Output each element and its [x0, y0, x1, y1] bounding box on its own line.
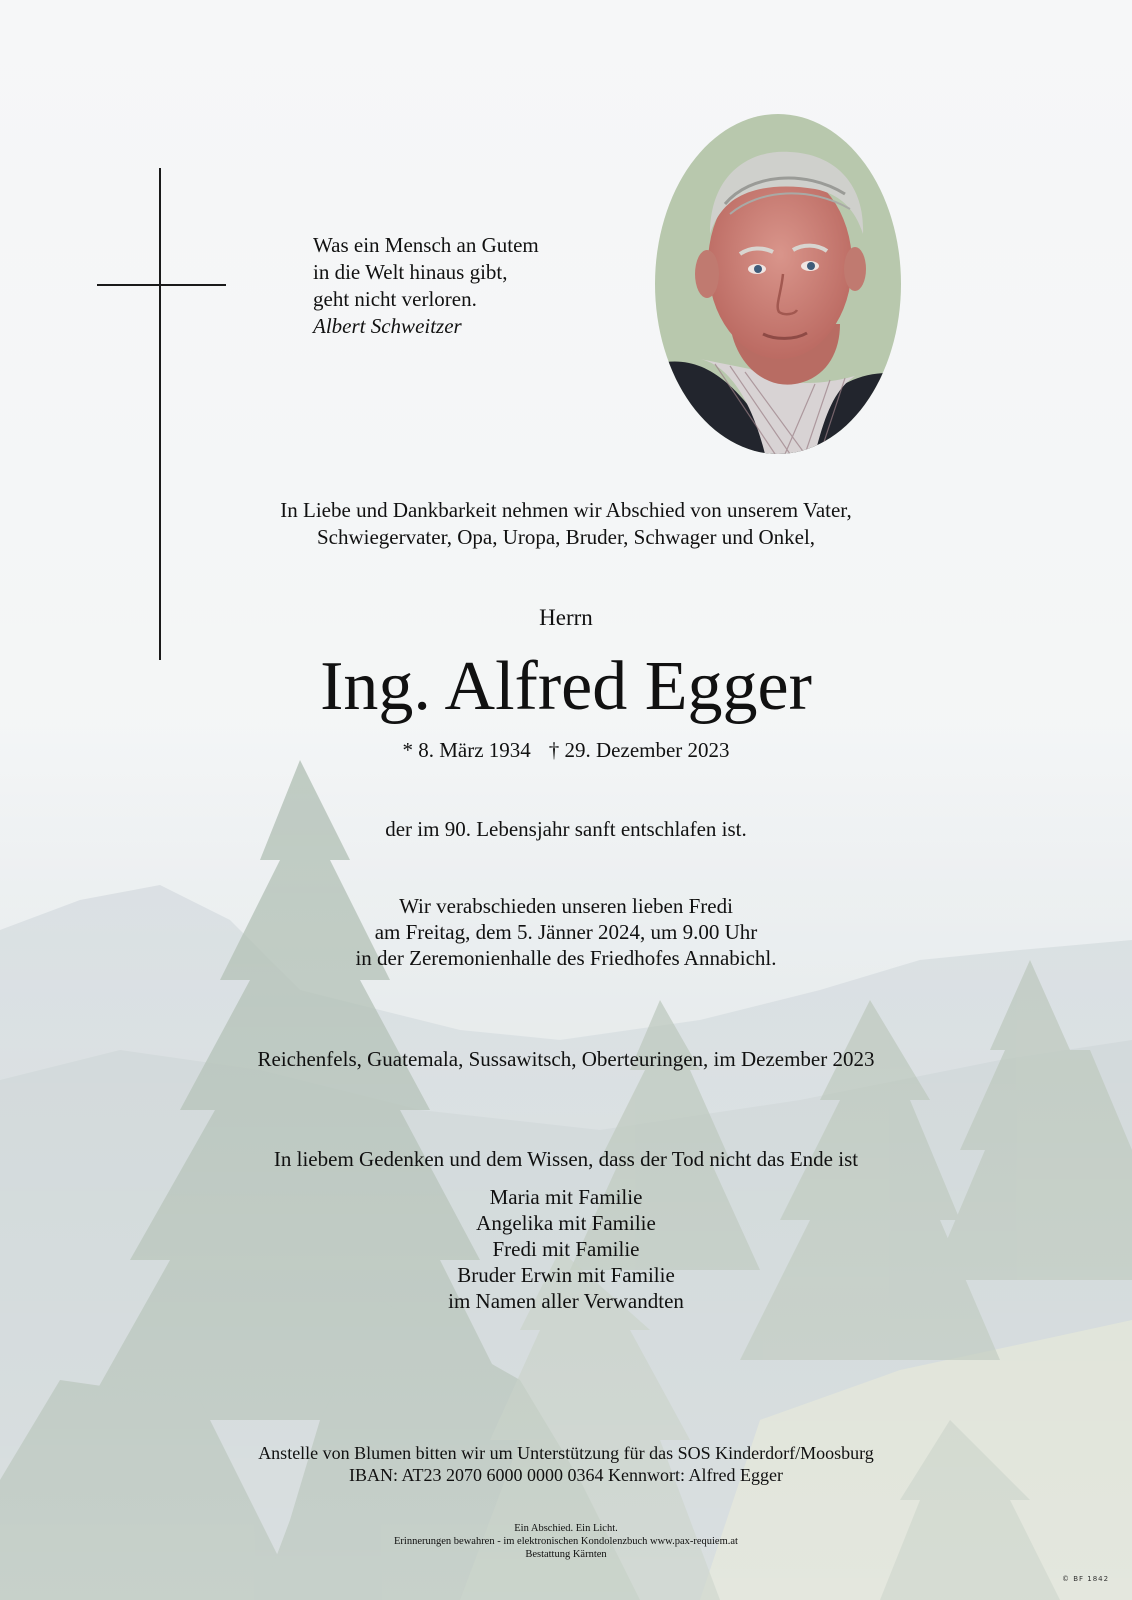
corner-mark: © BF 1842	[1062, 1575, 1110, 1583]
age-line: der im 90. Lebensjahr sanft entschlafen ist.	[385, 817, 747, 841]
footer-note	[0, 1522, 1132, 1561]
farewell-line: Wir verabschieden unseren lieben Fredi	[399, 894, 733, 918]
memorial-quote	[313, 232, 539, 340]
family-member: im Namen aller Verwandten	[448, 1289, 684, 1313]
intro-line: Schwiegervater, Opa, Uropa, Bruder, Schwager und Onkel,	[316, 525, 816, 549]
footer-line: Erinnerungen bewahren - im elektronischen Kondolenzbuch www.pax-requiem.at	[394, 1536, 738, 1547]
cross-vertical-bar	[159, 168, 161, 660]
deceased-name: Ing. Alfred Egger	[320, 648, 812, 725]
life-dates	[0, 737, 1132, 763]
portrait-photo	[655, 114, 901, 454]
footer-line: Ein Abschied. Ein Licht.	[514, 1523, 618, 1534]
donation-note	[0, 1442, 1132, 1486]
quote-line: Was ein Mensch an Gutem	[313, 233, 539, 257]
family-list	[0, 1184, 1132, 1314]
footer-line: Bestattung Kärnten	[525, 1549, 607, 1560]
donation-line: Anstelle von Blumen bitten wir um Unterstützung für das SOS Kinderdorf/Moosburg	[258, 1443, 874, 1463]
cross-horizontal-bar	[97, 284, 226, 286]
farewell-line: am Freitag, dem 5. Jänner 2024, um 9.00 Uhr	[374, 920, 758, 944]
family-member: Fredi mit Familie	[492, 1237, 640, 1261]
gedenken-line: In liebem Gedenken und dem Wissen, dass der Tod nicht das Ende ist	[273, 1147, 859, 1171]
farewell-details	[0, 893, 1132, 971]
family-member: Angelika mit Familie	[476, 1211, 656, 1235]
quote-line: geht nicht verloren.	[313, 287, 477, 311]
quote-author: Albert Schweitzer	[313, 314, 462, 338]
quote-line: in die Welt hinaus gibt,	[313, 260, 508, 284]
intro-line: In Liebe und Dankbarkeit nehmen wir Abschied von unserem Vater,	[280, 498, 852, 522]
places-and-date: Reichenfels, Guatemala, Sussawitsch, Oberteuringen, im Dezember 2023	[257, 1047, 875, 1071]
farewell-line: in der Zeremonienhalle des Friedhofes Annabichl.	[355, 946, 777, 970]
family-member: Maria mit Familie	[489, 1185, 643, 1209]
intro-text	[0, 497, 1132, 551]
birth-date: * 8. März 1934	[402, 738, 531, 762]
salutation: Herrn	[539, 605, 593, 630]
family-member: Bruder Erwin mit Familie	[457, 1263, 675, 1287]
death-date: † 29. Dezember 2023	[548, 738, 730, 762]
donation-line: IBAN: AT23 2070 6000 0000 0364 Kennwort: Alfred Egger	[349, 1465, 783, 1485]
